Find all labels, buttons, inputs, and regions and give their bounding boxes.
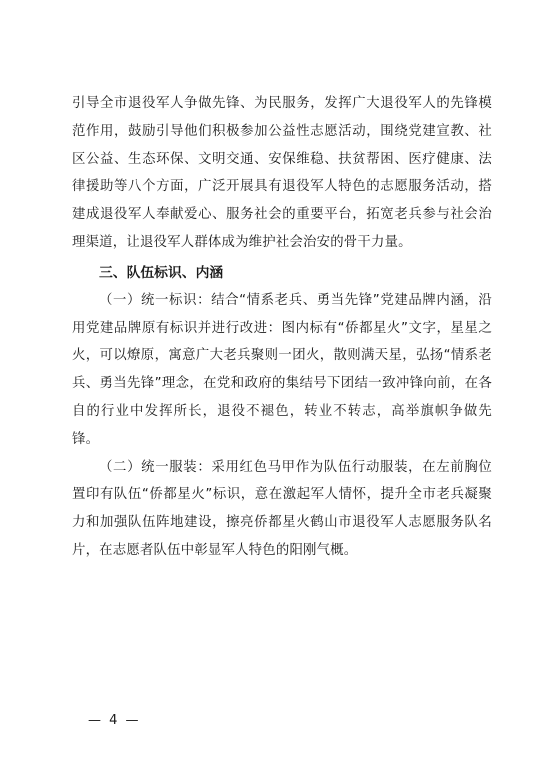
paragraph-unified-uniform: （二）统一服装：采用红色马甲作为队伍行动服装，在左前胸位置印有队伍“侨都星火”标识，意在激起军人情怀，提升全市老兵凝聚力和加强队伍阵地建设，擦亮侨都星火鹤山市退役军人志愿服务队名片，在志愿者队伍中彰显军人特色的阳刚气概。 bbox=[72, 459, 492, 558]
paragraph-volunteer-activities: 引导全市退役军人争做先锋、为民服务，发挥广大退役军人的先锋模范作用，鼓励引导他们积极参加公益性志愿活动，围绕党建宣教、社区公益、生态环保、文明交通、安保维稳、扶贫帮困、医疗健康、法律援助等八个方面，广泛开展具有退役军人特色的志愿服务活动，搭建成退役军人奉献爱心、服务社会的重要平台，拓宽老兵参与社会治理渠道，让退役军人群体成为维护社会治安的骨干力量。 bbox=[72, 96, 492, 250]
document-body bbox=[72, 90, 492, 565]
page-number: — 4 — bbox=[88, 713, 141, 728]
paragraph-unified-logo: （一）统一标识：结合“情系老兵、勇当先锋”党建品牌内涵，沿用党建品牌原有标识并进行改进：图内标有“侨都星火”文字，星星之火，可以燎原，寓意广大老兵聚则一团火，散则满天星，弘扬“情系老兵、勇当先锋”理念，在党和政府的集结号下团结一致冲锋向前，在各自的行业中发挥所长，退役不褪色，转业不转志，高举旗帜争做先锋。 bbox=[72, 292, 492, 447]
section-heading: 三、队伍标识、内涵 bbox=[99, 264, 224, 281]
